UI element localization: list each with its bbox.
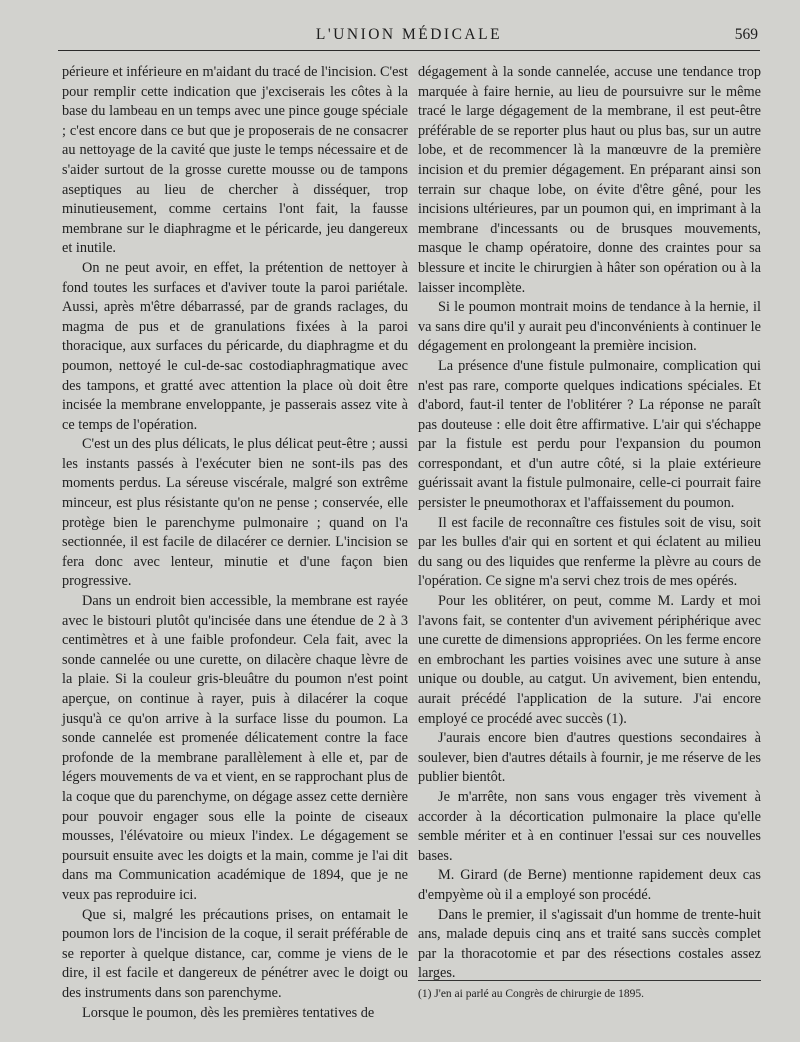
paragraph: Lorsque le poumon, dès les premières tentatives de bbox=[82, 1004, 375, 1021]
paragraph: Pour les oblitérer, on peut, comme M. Lardy et moi l'avons fait, se contenter d'un avivement périphérique avec une curette de dimensions appropriées. On les ferme encore en embrochant les parties voisines avec une suture à anse unique ou double, au catgut. Un avivement, bien entendu, aurait précédé l'application de la suture. J'ai encore employé ce procédé avec succès (1). bbox=[418, 593, 761, 727]
footnote-rule bbox=[418, 980, 761, 981]
journal-title: L'UNION MÉDICALE bbox=[315, 26, 503, 43]
paragraph: Il est facile de reconnaître ces fistules soit de visu, soit par les bulles d'air qui en sortent et qui éclatent au milieu du sang ou des liquides que renferme la plèvre au cours de l'opération. Ce signe m'a servi chez trois de mes opérés. bbox=[418, 514, 761, 590]
page-number: 569 bbox=[734, 26, 758, 43]
left-column bbox=[62, 63, 408, 1023]
paragraph: C'est un des plus délicats, le plus délicat peut-être ; aussi les instants passés à l'exécuter bien ne sont-ils pas des moments perdus. La séreuse viscérale, malgré son extrême minceur, est plus résistante qu'on ne pense ; conservée, elle protège bien le parenchyme pulmonaire ; quand on l'a sectionnée, il est facile de dilacérer ce dernier. L'incision se fera donc avec lenteur, minutie et d'une façon bien progressive. bbox=[62, 436, 408, 590]
header-rule bbox=[58, 50, 760, 51]
footnote: (1) J'en ai parlé au Congrès de chirurgie de 1895. bbox=[418, 988, 645, 1000]
paragraph: Dans un endroit bien accessible, la membrane est rayée avec le bistouri plutôt qu'incisée dans une étendue de 2 à 3 centimètres et à une faible profondeur. Cela fait, avec la sonde cannelée ou une curette, on dilacère chaque lèvre de la plaie. Si la couleur gris-bleuâtre du poumon n'est point aperçue, on continue à rayer, puis à dilacérer la coque jusqu'à ce qu'on arrive à la surface lisse du poumon. La sonde cannelée est promenée délicatement contre la face profonde de la membrane parallèlement à elle et, par de légers mouvements de va et vient, en se rapprochant plus de la coque que du parenchyme, on dégage assez cette dernière pour pouvoir engager sous elle la pointe de ciseaux mousses, l'élévatoire ou mieux l'index. Le dégagement se poursuit ensuite avec les doigts et la main, comme je l'ai dit dans ma Communication académique de 1894, que je ne veux pas reproduire ici. bbox=[62, 593, 408, 903]
running-header bbox=[58, 20, 760, 50]
right-column bbox=[418, 63, 761, 984]
paragraph: périeure et inférieure en m'aidant du tracé de l'incision. C'est pour remplir cette indication que j'exciserais les côtes à la base du lambeau en un temps avec une pince gouge spéciale ; c'est encore dans ce but que je proposerais de ne consacrer au nettoyage de la cavité que juste le temps nécessaire et de s'aider surtout de la grosse curette mousse ou de tampons aseptiques au lieu de chercher à disséquer, trop minutieusement, comme certains l'ont fait, la fausse membrane sur le diaphragme et le péricarde, jeu dangereux et inutile. bbox=[62, 64, 408, 257]
paragraph: Je m'arrête, non sans vous engager très vivement à accorder à la décortication pulmonaire la place qu'elle semble mériter et à en continuer l'essai sur ces nouvelles bases. bbox=[418, 788, 761, 864]
paragraph: Si le poumon montrait moins de tendance à la hernie, il va sans dire qu'il y aurait peu d'inconvénients à continuer le dégagement en prolongeant la première incision. bbox=[418, 299, 761, 355]
paragraph: J'aurais encore bien d'autres questions secondaires à soulever, bien d'autres détails à fournir, je me réserve de les publier bientôt. bbox=[418, 730, 761, 786]
paragraph: dégagement à la sonde cannelée, accuse une tendance trop marquée à faire hernie, au lieu de poursuivre sur le même tracé le large dégagement de la membrane, il est peut-être préférable de se reporter plus haut ou plus bas, sur un autre lobe, et de recommencer là la manœuvre de la première incision et du premier dégagement. En préparant ainsi son terrain sur chaque lobe, on évite d'être gêné, pour les incisions ultérieures, par un poumon qui, en imprimant à la membrane d'incessants ou de brusques mouvements, masque le champ opératoire, donne des craintes pour sa blessure et incite le chirurgien à hâter son opération ou à la laisser incomplète. bbox=[418, 64, 761, 296]
paragraph: On ne peut avoir, en effet, la prétention de nettoyer à fond toutes les surfaces et d'aviver toute la paroi pariétale. Aussi, après m'être débarrassé, par de grands raclages, du magma de pus et de granulations fixées à la paroi thoracique, aux surfaces du péricarde, du diaphragme et du poumon, nettoyé le cul-de-sac costodiaphragmatique avec des tampons, et gratté avec attention la place où doit être incisée la membrane enveloppante, je passerais assez vite à ce temps de l'opération. bbox=[62, 259, 408, 433]
paragraph: La présence d'une fistule pulmonaire, complication qui n'est pas rare, comporte quelques indications spéciales. Et d'abord, faut-il tenter de l'oblitérer ? La réponse ne paraît pas douteuse : elle doit être affirmative. L'air qui s'échappe par la fistule est perdu pour l'expansion du poumon correspondant, et d'un autre côté, si la plaie extérieure guérissait avant la fistule pulmonaire, celle-ci pourrait faire persister le pneumothorax et l'affaissement du poumon. bbox=[418, 357, 761, 512]
paragraph: Dans le premier, il s'agissait d'un homme de trente-huit ans, malade depuis cinq ans et traité sans succès complet par la thoracotomie et par des résections costales assez larges. bbox=[418, 906, 761, 982]
paragraph: Que si, malgré les précautions prises, on entamait le poumon lors de l'incision de la coque, il serait préférable de se reporter à quelque distance, car, comme je viens de le dire, il est facile et dangereux de pénétrer avec le doigt ou des instruments dans son parenchyme. bbox=[62, 906, 408, 1001]
paragraph: M. Girard (de Berne) mentionne rapidement deux cas d'empyème où il a employé son procédé. bbox=[418, 867, 761, 903]
